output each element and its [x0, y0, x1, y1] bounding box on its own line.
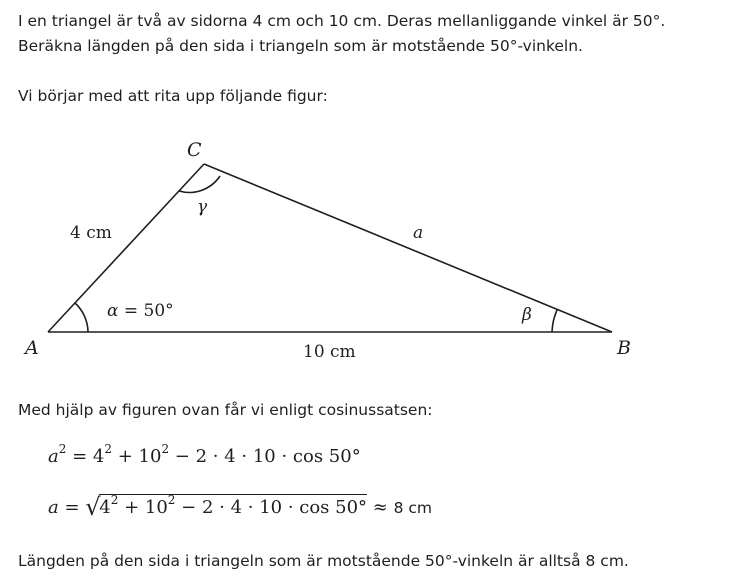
- figure-intro-text: Vi börjar med att rita upp följande figur:: [18, 87, 328, 105]
- side-ab-length-label: 10 cm: [303, 342, 356, 362]
- equation-solution: a = √ $4^2 + 10^2 - 2 \cdot 4 \cdot 10 \cdot \cos 50^\circ \approx 8$ cm: [48, 493, 433, 521]
- vertex-b-label: B: [617, 337, 631, 359]
- angle-beta-arc: [552, 310, 557, 332]
- alpha-angle-label: [107, 301, 174, 321]
- beta-label: β: [522, 305, 532, 325]
- vertex-c-label: C: [187, 139, 202, 161]
- side-cb-line: [204, 164, 612, 332]
- problem-text-line2: Beräkna längden på den sida i triangeln som är motstående 50°-vinkeln.: [18, 37, 583, 55]
- conclusion-text: Längden på den sida i triangeln som är motstående 50°-vinkeln är alltså 8 cm.: [18, 552, 629, 570]
- angle-alpha-arc: [75, 303, 88, 332]
- gamma-label: γ: [197, 197, 208, 217]
- alpha-value: = 50°: [118, 301, 174, 321]
- vertex-a-label: A: [25, 337, 39, 359]
- side-a-label: a: [413, 223, 424, 243]
- problem-text-line1: I en triangel är två av sidorna 4 cm och 10 cm. Deras mellanliggande vinkel är 50°.: [18, 12, 666, 30]
- equation-cosine-rule: $a^2 = 4^2 + 10^2 - 2 \cdot 4 \cdot 10 \cdot \cos 50^\circ$: [48, 442, 361, 467]
- side-ac-length-label: 4 cm: [70, 223, 112, 243]
- square-root: √ $4^2 + 10^2 - 2 \cdot 4 \cdot 10 \cdot \cos 50^\circ$: [85, 493, 368, 521]
- cosine-rule-intro-text: Med hjälp av figuren ovan får vi enligt cosinussatsen:: [18, 401, 433, 419]
- alpha-symbol: α: [107, 301, 119, 321]
